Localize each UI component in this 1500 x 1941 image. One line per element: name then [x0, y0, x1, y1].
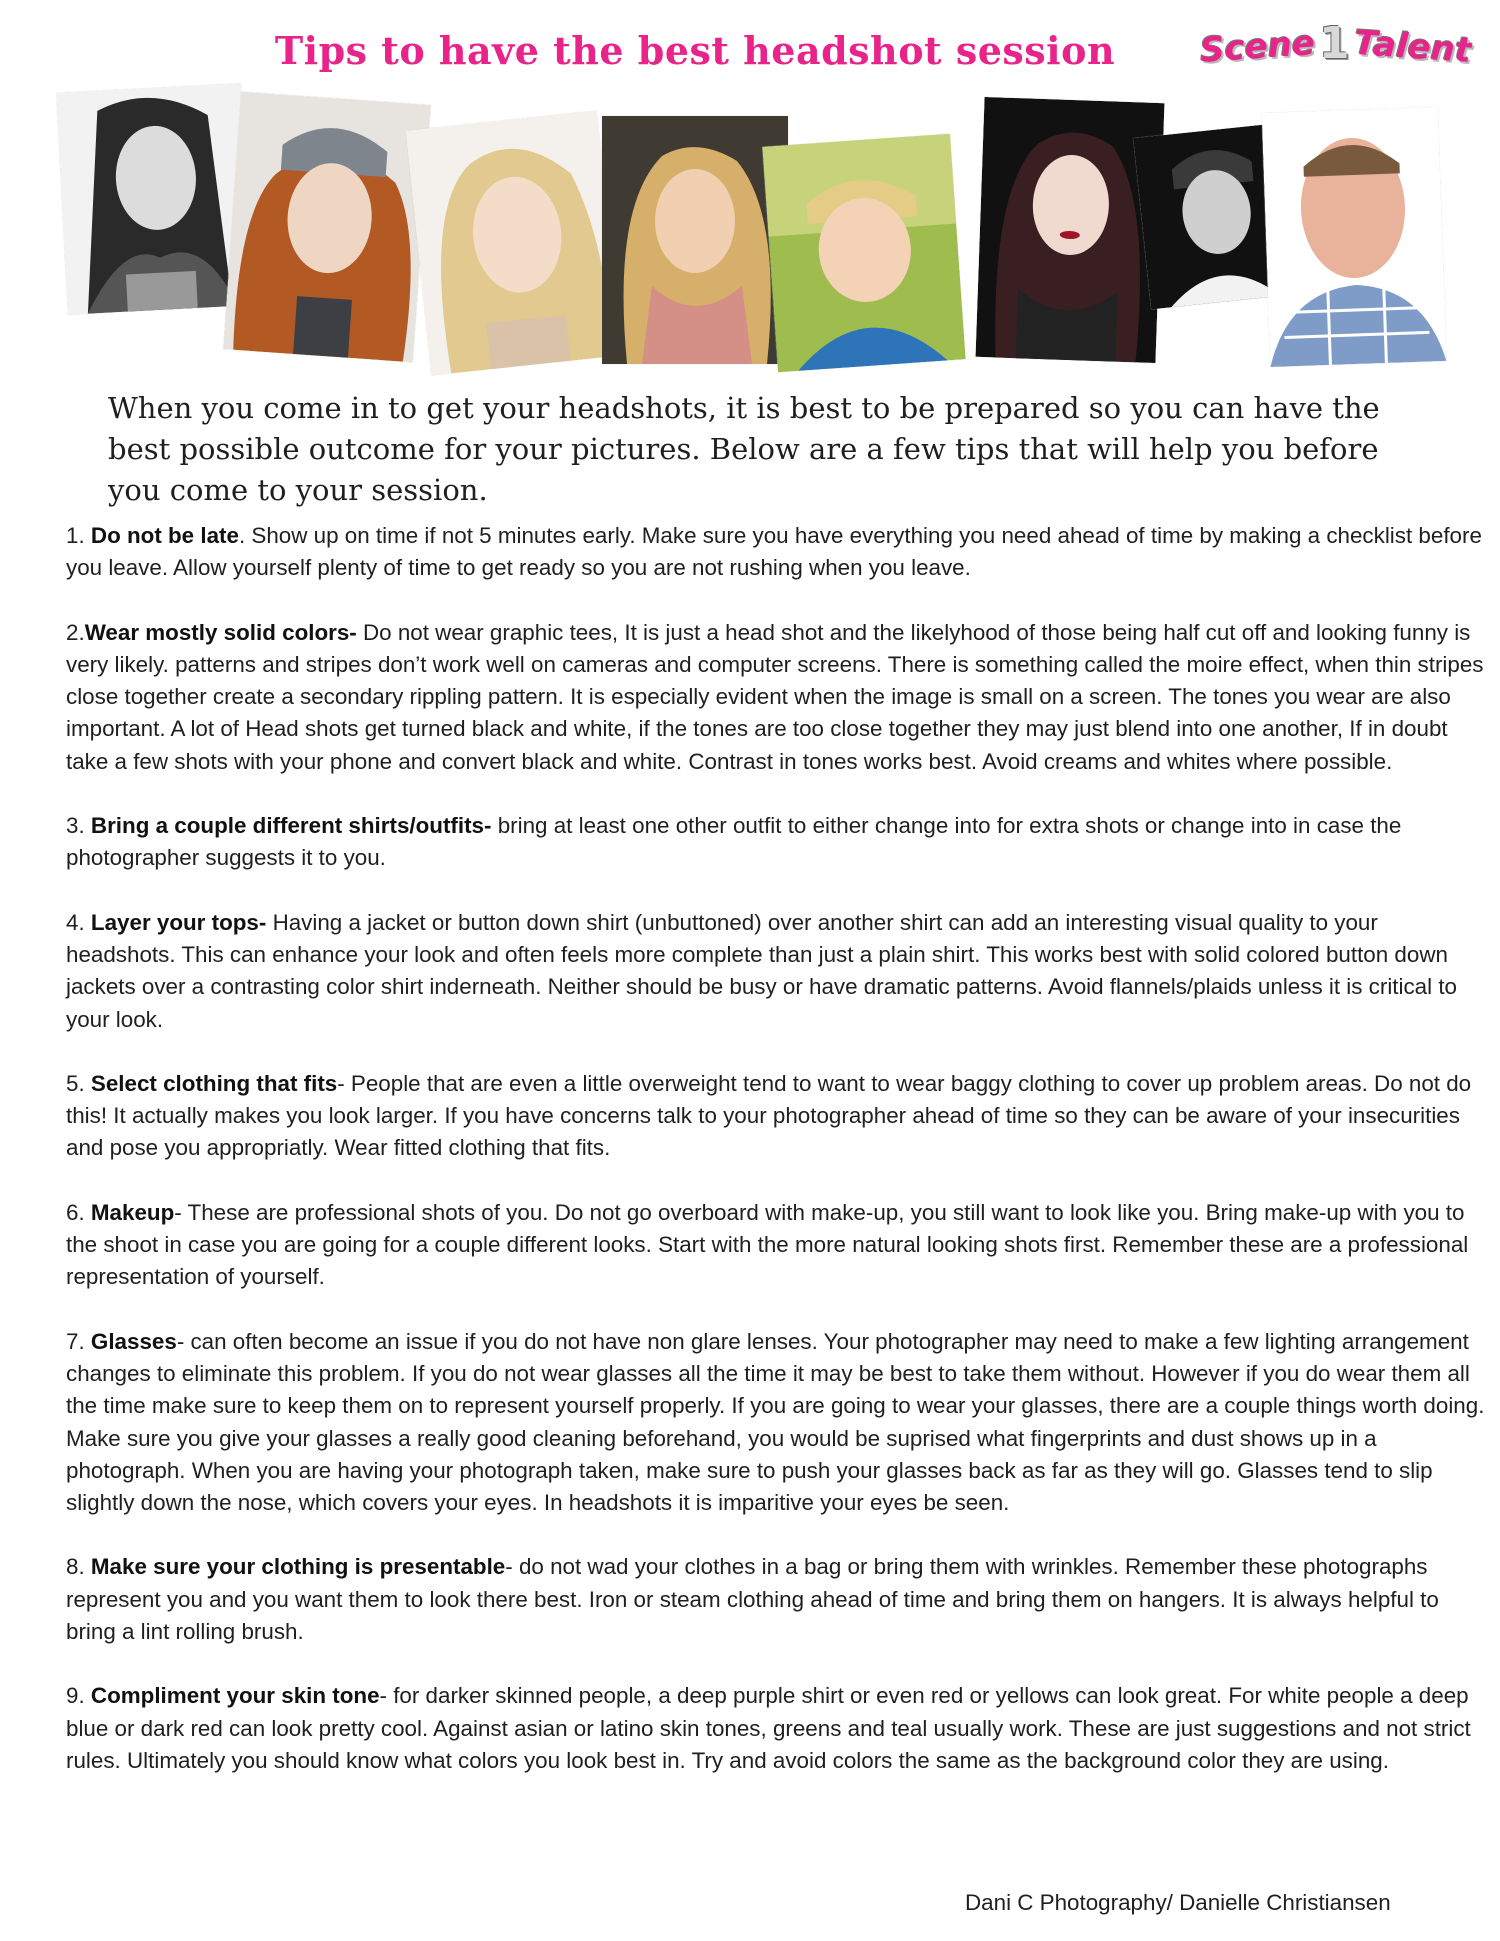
tip-number: 7. [66, 1328, 91, 1354]
headshot-photo [1262, 107, 1447, 367]
headshot-photo [602, 116, 788, 364]
tip-number: 1. [66, 523, 91, 548]
tip-item [66, 1326, 1486, 1520]
tip-item [66, 810, 1486, 875]
page-title: Tips to have the best headshot session [274, 28, 1116, 73]
headshot-photo [223, 92, 431, 363]
tip-item [66, 1197, 1486, 1294]
tip-text: Having a jacket or button down shirt (unbuttoned) over another shirt can add an interesting visual quality to your headshots. This can enhance your look and often feels more complete than just a plain shirt. This works best with solid colored button down jackets over a contrasting color shirt inderneath. Neither should be busy or have dramatic patterns. Avoid flannels/plaids unless it is critical to your look. [66, 909, 1458, 1032]
tip-item [66, 617, 1486, 778]
tip-number: 9. [66, 1683, 91, 1709]
tips-list [66, 520, 1486, 1809]
tip-number: 8. [66, 1554, 91, 1580]
tip-text: . Show up on time if not 5 minutes early. Make sure you have everything you need ahead of time by making a checklist before you leave. Allow yourself plenty of time to get ready so you are not rushing when you leave. [66, 523, 1482, 581]
tip-text: Do not wear graphic tees, It is just a head shot and the likelyhood of those being half cut off and looking funny is very likely. patterns and stripes don’t work well on cameras and computer screens. There is something called the moire effect, when thin stripes close together create a secondary rippling pattern. It is especially evident when the image is small on a screen. The tones you wear are also important. A lot of Head shots get turned black and white, if the tones are too close together they may just blend into one another, If in doubt take a few shots with your phone and convert black and white. Contrast in tones works best. Avoid creams and whites where possible. [66, 619, 1484, 774]
logo-word-scene: Scene [1198, 23, 1317, 71]
tip-heading: Glasses [90, 1328, 177, 1354]
tip-number: 6. [66, 1199, 91, 1225]
tip-heading: Do not be late [90, 523, 239, 548]
tip-text: bring at least one other outfit to either change into for extra shots or change into in case the photographer suggests it to you. [66, 813, 1402, 871]
tip-heading: Layer your tops- [90, 909, 267, 935]
tip-item [66, 1551, 1486, 1648]
tip-text: - for darker skinned people, a deep purple shirt or even red or yellows can look great. For white people a deep blue or dark red can look pretty cool. Against asian or latino skin tones, greens and teal usually work. These are just suggestions and not strict rules. Ultimately you should know what colors you look best in. Try and avoid colors the same as the background color they are using. [66, 1683, 1471, 1773]
tip-item [66, 520, 1486, 585]
tip-item [66, 1680, 1486, 1777]
tip-heading: Wear mostly solid colors- [84, 619, 357, 645]
tip-text: - do not wad your clothes in a bag or bring them with wrinkles. Remember these photographs represent you and you want them to look there best. Iron or steam clothing ahead of time and bring them on hangers. It is always helpful to bring a lint rolling brush. [66, 1554, 1439, 1645]
headshot-photo [976, 97, 1165, 363]
tip-heading: Makeup [90, 1199, 175, 1225]
photographer-credit: Dani C Photography/ Danielle Christiansen [965, 1890, 1391, 1915]
logo-word-talent: Talent [1352, 22, 1473, 72]
tip-heading: Select clothing that fits [90, 1070, 338, 1096]
tip-text: - can often become an issue if you do not have non glare lenses. Your photographer may need to make a few lighting arrangement changes to eliminate this problem. If you do not wear glasses all the time it may be best to take them without. However if you do wear them all the time make sure to keep them on to represent yourself properly. If you are going to wear your glasses, there are a couple things worth doing. Make sure you give your glasses a really good cleaning beforehand, you would be suprised what fingerprints and dust shows up in a photograph. When you are having your photograph taken, make sure to push your glasses back as far as they will go. Glasses tend to slip slightly down the nose, which covers your eyes. In headshots it is imparitive your eyes be seen. [66, 1328, 1485, 1516]
headshot-photo [406, 111, 623, 376]
headshot-collage [0, 0, 1500, 400]
intro-paragraph: When you come in to get your headshots, it is best to be prepared so you can have the best possible outcome for your pictures. Below are a few tips that will help you before you come to your session. [108, 391, 1380, 507]
tip-number: 5. [66, 1070, 91, 1096]
tip-heading: Make sure your clothing is presentable [90, 1554, 506, 1580]
tip-number: 2. [66, 619, 85, 645]
tip-text: - These are professional shots of you. Do not go overboard with make-up, you still want to look like you. Bring make-up with you to the shoot in case you are going for a couple different looks. Start with the more natural looking shots first. Remember these are a professional representation of yourself. [66, 1199, 1469, 1290]
tip-heading: Bring a couple different shirts/outfits- [90, 813, 492, 839]
tip-number: 3. [66, 813, 91, 839]
tip-item [66, 1068, 1486, 1165]
headshot-photo [56, 83, 252, 314]
headshot-photo [762, 134, 965, 373]
tip-number: 4. [66, 909, 91, 935]
tip-text: - People that are even a little overweight tend to want to wear baggy clothing to cover up problem areas. Do not do this! It actually makes you look larger. If you have concerns talk to your photographer ahead of time so they can be aware of your insecurities and pose you appropriatly. Wear fitted clothing that fits. [66, 1070, 1472, 1161]
tip-item [66, 907, 1486, 1036]
logo-number: 1 [1318, 18, 1350, 69]
tip-heading: Compliment your skin tone [90, 1683, 380, 1709]
